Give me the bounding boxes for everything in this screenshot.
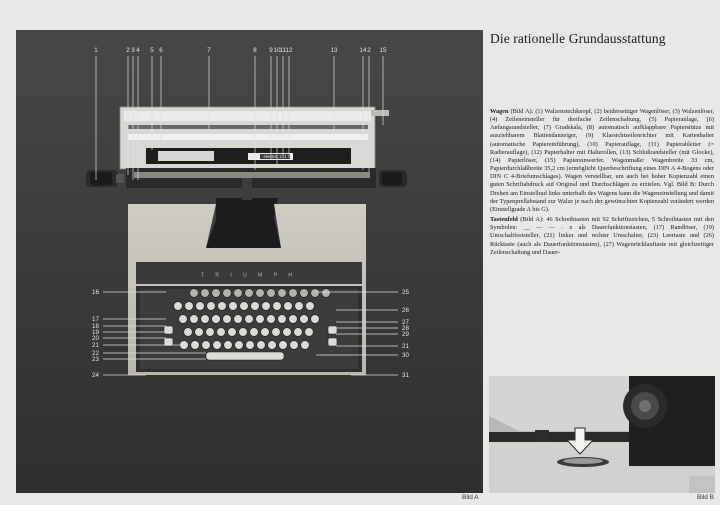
key <box>245 289 254 298</box>
key <box>267 289 276 298</box>
callout-number: 11 <box>279 47 287 54</box>
callout-number: 15 <box>379 47 387 54</box>
key <box>224 341 233 350</box>
key <box>322 289 331 298</box>
adjustment-wheel-photo-bild-b <box>489 376 715 493</box>
key <box>223 315 232 324</box>
key <box>300 289 309 298</box>
key <box>234 315 243 324</box>
callout-number: 2 <box>126 47 130 54</box>
key <box>212 289 221 298</box>
key <box>289 289 298 298</box>
key <box>206 328 215 337</box>
key <box>311 315 320 324</box>
key <box>185 302 194 311</box>
key <box>246 341 255 350</box>
key <box>267 315 276 324</box>
callout-number: 20 <box>92 335 99 342</box>
key <box>295 302 304 311</box>
callout-number: 12 <box>285 47 293 54</box>
key <box>240 302 249 311</box>
wagen-heading: Wagen <box>490 108 509 115</box>
callout-number: 21 <box>402 343 409 350</box>
callout-number: 26 <box>402 307 409 314</box>
callout-number: 2 <box>367 47 371 54</box>
tastenfeld-text: (Bild A): 46 Schreibtasten mit 92 Schriftzeichen, 5 Schreibtasten mit den Symbolen: __ — — . x als Dauerfunktionstasten, (17) Randlöser, (19) Umschaltfeststeller, (21) linker und rechter Umschalter, (23) Leertaste und (26) Rücktaste (auch als Dauerfunktionstasten), (27) Wagenrücklauftaste mit gleichzeitiger Zeilenschaltung und Dauer- <box>490 216 714 256</box>
key <box>251 302 260 311</box>
key <box>300 315 309 324</box>
key <box>284 302 293 311</box>
callout-number: 13 <box>330 47 338 54</box>
key <box>294 328 303 337</box>
key <box>245 315 254 324</box>
wagen-text: (Bild A): (1) Walzenstechknopf, (2) beiderseitiger Wagenlöser, (3) Walzenlöser, (4) Zeileneinsteller für dreifache Zeilenschaltung, (5) Papieranlage, (6) Anfangsrandsteller, (7) Gradskala, (8) automatisch aufklappbare Papierstütze mit ausziehbarem Blattendanzeiger, (9) Klarsichtzeilenrichter mit Kartenhalter (automatische Papiereinführung), (10) Papierauflage, (11) Papierableiter (= Radierauflage), (12) Papierhalter mit Halterollen, (13) Schlußrandsteller (mit Glocke), (14) Papierlöser, (15) Papiereinwerfer. Wagenmaße: Wagenbreite 33 cm, Papierdurchlaßbreite 35,2 cm (ermöglicht Querbeschriftung eines DIN A 4-Bogens oder DIN C 4-Briefumschlages). Wagen verstellbar, um auch bei hoher Kopienzahl einen guten Schriftabdruck auf Original und Durchschlägen zu erzielen. Vgl. Bild B: Durch Drehen am Einstellrad links unterhalb des Wagens kann die Wageneinstellung und damit der Typenprellabstand zur Walze je nach der gewünschten Kopienzahl verändert werden (Einstellgrade A bis G). <box>490 108 714 213</box>
key <box>239 328 248 337</box>
callout-number: 25 <box>402 289 409 296</box>
key <box>174 302 183 311</box>
key <box>207 302 216 311</box>
setting-dial <box>535 430 549 442</box>
key <box>196 302 205 311</box>
callout-number: 19 <box>92 329 99 336</box>
key <box>223 289 232 298</box>
key <box>217 328 226 337</box>
key <box>290 341 299 350</box>
callout-number: 18 <box>92 323 99 330</box>
callout-number: 23 <box>92 356 99 363</box>
key <box>235 341 244 350</box>
typewriter-carriage <box>120 107 376 188</box>
callout-number: 3 <box>131 47 135 54</box>
body-text <box>490 108 714 259</box>
key <box>305 328 314 337</box>
caption-bild-a: Bild A <box>462 494 479 501</box>
key <box>268 341 277 350</box>
callout-number: 6 <box>159 47 163 54</box>
key <box>179 315 188 324</box>
callout-number: 24 <box>92 372 99 379</box>
typewriter-photo-bild-a <box>16 30 483 493</box>
callout-number: 30 <box>402 352 409 359</box>
callout-number: 8 <box>253 47 257 54</box>
key <box>257 341 266 350</box>
key <box>283 328 292 337</box>
page-title: Die rationelle Grundausstattung <box>490 31 666 46</box>
key <box>279 341 288 350</box>
key <box>184 328 193 337</box>
key <box>261 328 270 337</box>
callout-number: 17 <box>92 316 99 323</box>
key <box>213 341 222 350</box>
model-label: electric 131 <box>263 154 287 160</box>
function-key <box>328 338 337 346</box>
key <box>229 302 238 311</box>
key <box>190 315 199 324</box>
caption-bild-b: Bild B <box>697 494 714 501</box>
key <box>201 315 210 324</box>
key <box>311 289 320 298</box>
key <box>212 315 221 324</box>
key <box>301 341 310 350</box>
key <box>273 302 282 311</box>
key <box>195 328 204 337</box>
callout-number: 1 <box>94 47 98 54</box>
key <box>250 328 259 337</box>
key <box>256 315 265 324</box>
key <box>262 302 271 311</box>
key <box>201 289 210 298</box>
tastenfeld-paragraph <box>490 216 714 257</box>
key <box>256 289 265 298</box>
key <box>228 328 237 337</box>
callout-number: 27 <box>402 319 409 326</box>
key <box>306 302 315 311</box>
key <box>191 341 200 350</box>
callout-number: 14 <box>359 47 367 54</box>
key <box>190 289 199 298</box>
function-key <box>328 326 337 334</box>
callout-number: 9 <box>269 47 273 54</box>
callout-number: 21 <box>92 342 99 349</box>
space-bar <box>206 352 284 360</box>
key <box>234 289 243 298</box>
tastenfeld-heading: Tastenfeld <box>490 216 518 224</box>
key <box>272 328 281 337</box>
callout-number: 4 <box>136 47 140 54</box>
carriage-return-lever <box>371 110 389 116</box>
key <box>278 315 287 324</box>
callout-number: 31 <box>402 372 409 379</box>
callout-number: 7 <box>207 47 211 54</box>
platen-knob-right <box>379 170 407 187</box>
key <box>289 315 298 324</box>
callout-number: 29 <box>402 331 409 338</box>
callout-number: 28 <box>402 325 409 332</box>
key <box>202 341 211 350</box>
wagen-paragraph <box>490 108 714 214</box>
key <box>218 302 227 311</box>
callout-number: 10 <box>273 47 281 54</box>
callout-number: 22 <box>92 350 99 357</box>
brand-label: T R I U M P H <box>201 272 297 279</box>
key <box>278 289 287 298</box>
function-key <box>164 326 173 334</box>
callout-number: 16 <box>92 289 99 296</box>
callout-number: 5 <box>150 47 154 54</box>
